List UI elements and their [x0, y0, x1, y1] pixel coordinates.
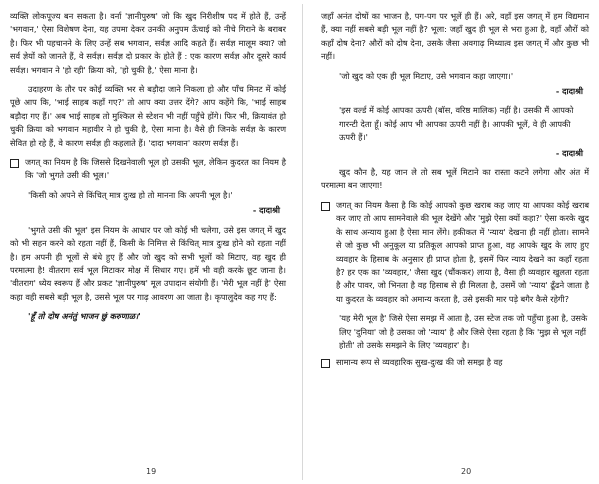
bullet-paragraph: [10, 156, 286, 183]
checkbox-bullet-icon: [321, 359, 330, 368]
left-page: [4, 4, 296, 480]
quote-attribution: - दादाश्री: [252, 205, 280, 216]
quote-attribution: - दादाश्री: [555, 147, 583, 158]
quote-attribution: - दादाश्री: [555, 86, 583, 97]
bullet-paragraph: [321, 199, 589, 306]
quote: 'इस वर्ल्ड में कोई आपका ऊपरी (बॉस, वरिष्ठ मालिक) नहीं है। उसकी मैं आपको गारन्टी देता हूँ। कोई आप भी आपका ऊपरी नहीं है। आपकी भूलें, वे ही आपकी ऊपरी हैं।': [339, 105, 574, 143]
quote: 'हूँ तो दोष अनंतुं भाजन छुं करुणाळ।': [28, 311, 141, 322]
paragraph: उदाहरण के तौर पर कोई व्यक्ति भर से बड़ौदा जाने निकला हो और पाँच मिनट में कोई पूछे आप कि, 'भाई साहब कहाँ गए?' तो आप क्या उत्तर देंगे? आप कहेंगे कि, 'भाई साहब बड़ौदा गए हैं।' अब भाई साहब तो मुश्किल से स्टेशन भी नहीं पहुँचे होंगे। फिर भी, क्रियावंत हो चुकी क्रिया को भगवान महावीर ने हो चुकी है, ऐसा माना है। वैसे ही जिनके सर्वज्ञ के कारण सेवित हो रहे हैं, वे कारण सर्वज्ञ ही कहलाते हैं। 'दादा भगवान' कारण सर्वज्ञ हैं।: [10, 84, 286, 148]
quote: 'किसी को अपने से किंचित् मात्र दुःख हो तो मानना कि अपनी भूल है।': [28, 189, 233, 200]
bullet-text: जगत् का नियम कैसा है कि कोई आपको कुछ खराब कह जाए या आपका कोई खराब कर जाए तो आप सामनेवाले की भूल देखेंगे और 'मुझे ऐसा क्यों कहा?' ऐसा करके खुद के साथ अन्याय हुआ है ऐसा मान लेंगे। हकीकत में 'न्याय' देखना ही नहीं होता। सामने से जो कुछ भी अनुकूल या प्रतिकूल आपको प्राप्त हुआ, वह आपके खुद के लाए हुए व्यवहार के हिसाब के अनुसार ही प्राप्त होता है, इसमें फिर न्याय देखने का कहाँ रहता है? हर एक का 'व्यवहार,' जैसा खुद (चौंककर) लाया है, वैसा ही व्यवहार खुलता रहता है और पावर, जो भिनता है वह हिसाब से ही मिलता है, उसमें जो 'न्याय' ढूँढने जाता है या कुदरत के व्यवहार को अमान्य करता है, उसे इसकी मार पड़े बगैर कैसे रहेगी?: [336, 199, 589, 304]
checkbox-bullet-icon: [321, 202, 330, 211]
bullet-text: सामान्य रूप से व्यवहारिक सुख-दुःख की जो समझ है वह: [336, 357, 503, 368]
page-number: 20: [461, 467, 472, 476]
paragraph: व्यक्ति लोकपूज्य बन सकता है। वर्ना 'ज्ञानीपुरुष' जो कि खुद निरीशीष पद में होते हैं, उन्हें 'भगवान,' ऐसा विशेषण देना, यह उपमा देकर उनकी अनुपम ऊँचाई को नीचे गिराने के बराबर है। फिर भी पहचानने के लिए उन्हें सब भगवान, सर्वज्ञ आदि कहते हैं। सर्वज्ञ मालूम क्या? जो सर्व ज्ञेयों को जानते हैं, वे सर्वज्ञ। सर्वज्ञ दो प्रकार के होते हैं : एक कारण सर्वज्ञ और दूसरे कार्य सर्वज्ञ। भगवान ने 'हो रही' क्रिया को, 'हो चुकी है,' ऐसा माना है।: [10, 11, 286, 75]
bullet-paragraph: [321, 356, 589, 369]
quote: 'जो खुद को एक ही भूल मिटाए, उसे भगवान कहा जाएगा।': [339, 70, 514, 81]
bullet-text: जगत् का नियम है कि जिससे दिखनेवाली भूल हो उसकी भूल, लेकिन कुदरत का नियम है कि 'जो भुगते उसी की भूल।': [25, 157, 286, 181]
paragraph: 'भुगते उसी की भूल' इस नियम के आधार पर जो कोई भी चलेगा, उसे इस जगत् में खुद को भी सहन करने को रहता नहीं हैं, किसी के निमित्त से किंचित् मात्र दुःख होने को रहता नहीं है। हम अपनी ही भूलों से बंधे हुए हैं और जो खुद को सभी भूलों को मिटाए, वह खुद ही परमात्मा है! वीतराग सर्व भूल मिटाकर मोक्ष में सिधार गए। हमें भी वही करके छूट जाना है। 'वीतराग' ध्येय स्वरूप हैं और प्रकट 'ज्ञानीपुरुष' मूल उपादान संयोगी हैं। 'मेरी भूल नहीं है' ऐसा कहा वही सबसे बड़ी भूल है, उससे भूल पर गाढ़ आवरण आ जाता है। कृपालुदेव कह गए हैं:: [10, 224, 286, 302]
quote: 'यह मेरी भूल है' जिसे ऐसा समझ में आता है, उस स्टेज तक जो पहुँचा हुआ है, उसके लिए 'दुनिया' जो है उसका जो 'न्याय' है और जिसे ऐसा रहता है कि 'मुझ से भूल नहीं होती' तो उसके समझने के लिए 'व्यवहार' है।: [339, 313, 588, 350]
page-number: 19: [146, 467, 157, 476]
paragraph: जहाँ अनंत दोषों का भाजन है, पग-पग पर भूलें ही हैं। अरे, वहाँ इस जगत् में हम विद्यमान हैं, क्या नहीं सबसे बड़ी भूल नहीं है? भूला: जहाँ खुद ही भूल से भरा हुआ है, वहाँ औरों को कहाँ दोष देना? औरों को दोष देना, उसके जैसा अवगाढ़ मिथ्यात्व इस जगत् में और कुछ भी नहीं।: [321, 11, 589, 62]
checkbox-bullet-icon: [10, 159, 19, 168]
paragraph: खुद कौन है, यह जान ले तो सब भूलें मिटाने का रास्ता कटने लगेगा और अंत में परमात्मा बन जाएगा!: [321, 167, 589, 191]
right-page: [302, 4, 595, 480]
